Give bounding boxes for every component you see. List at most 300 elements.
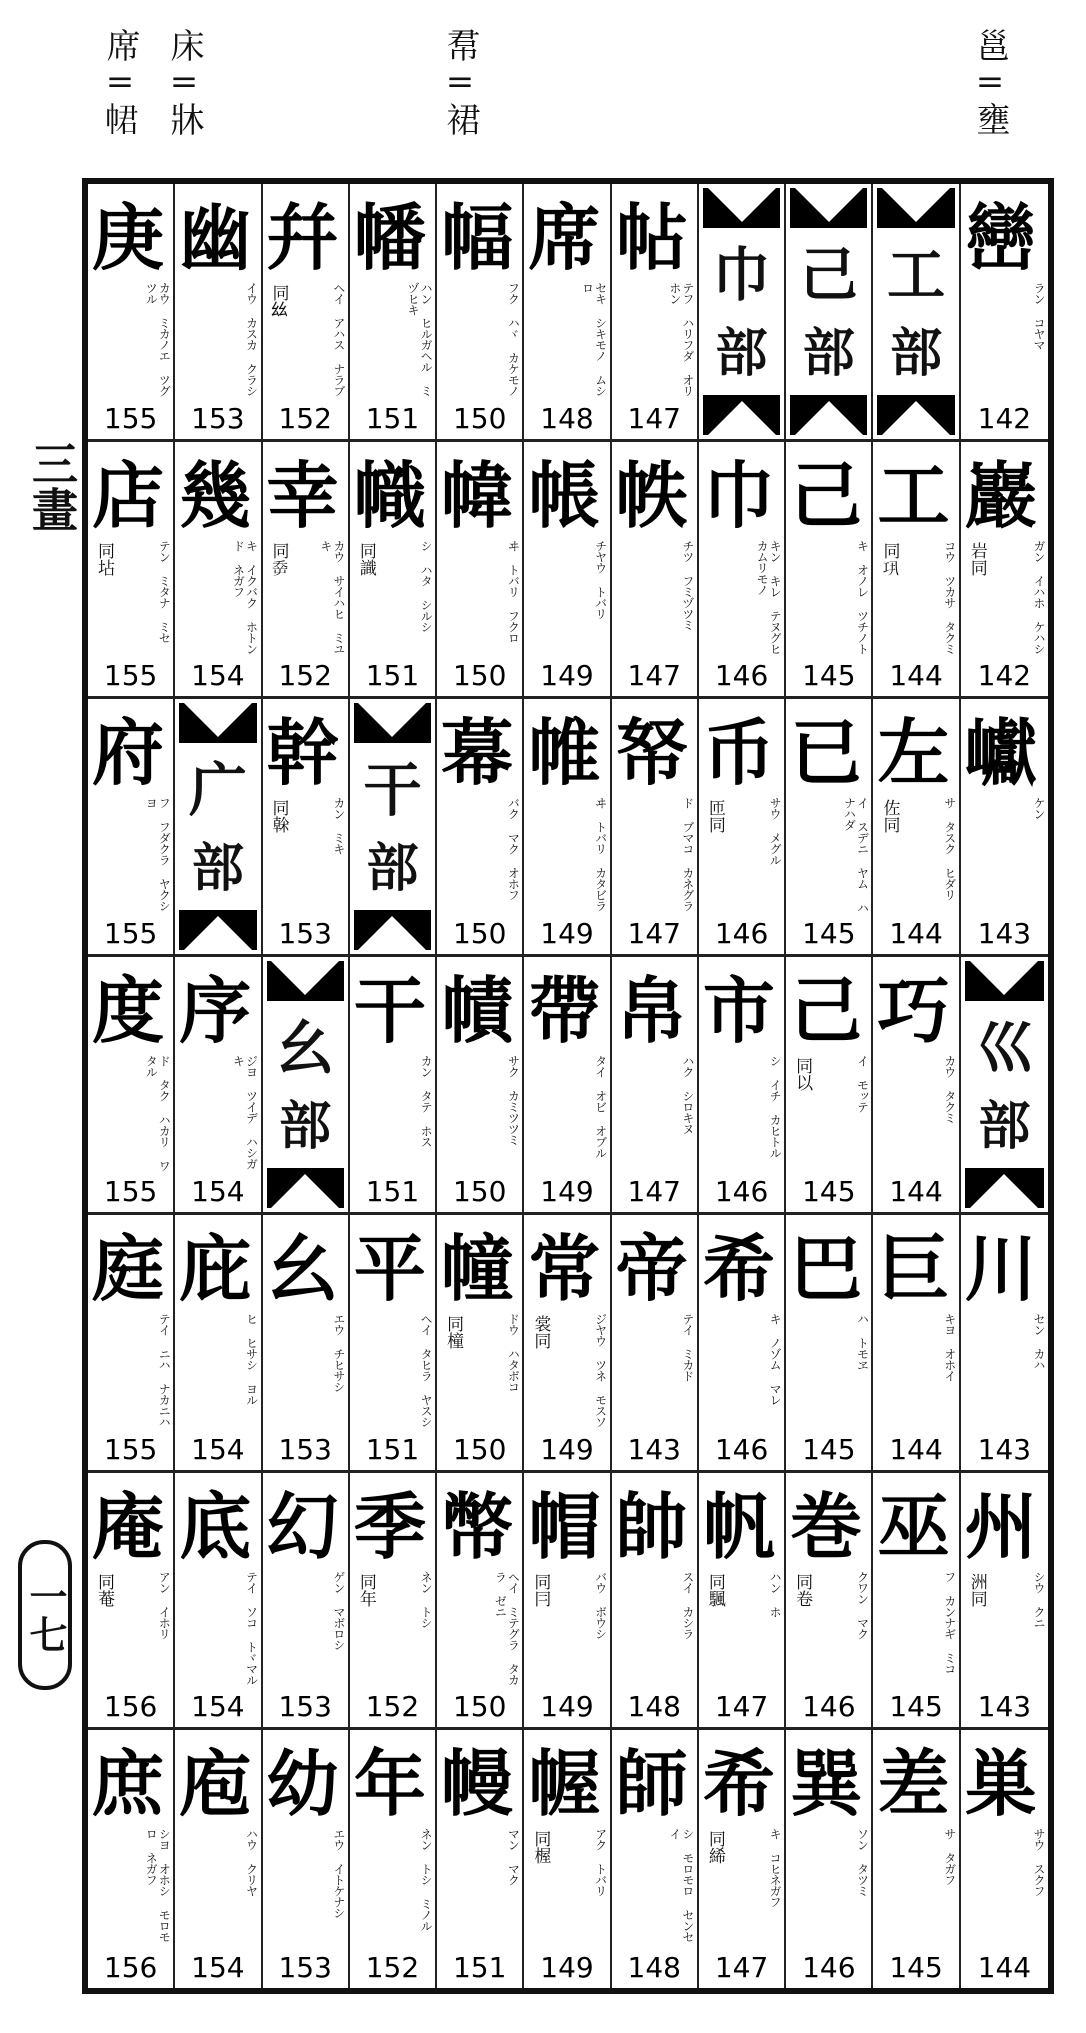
entry-variant-ref: 同榦 [268,799,289,834]
kanji-entry [524,184,611,442]
entry-reading: キ イクバク ホトンド ネガフ [231,539,259,654]
entry-reading: ゲン マボロシ [331,1570,346,1650]
entry-page-number: 146 [714,1174,769,1208]
entry-page-number: 147 [627,917,681,951]
kanji-entry [524,1730,611,1988]
entry-variant-ref: 同橦 [443,1314,464,1349]
entry-reading: タイ オビ オブル [593,1055,608,1159]
entry-reading: ヰ トバリ カタビラ [593,797,608,912]
kanji-entry [612,1473,699,1731]
kanji-entry [612,1215,699,1473]
kanji-entry [263,184,350,442]
kanji-entry [437,184,524,442]
entry-page-number: 149 [540,659,594,693]
entry-kanji: 幻 [266,1483,339,1569]
entry-kanji: 幢 [441,1225,514,1311]
banner-bottom-ornament [703,395,780,435]
entry-reading: シ ハタ シルシ [419,539,434,632]
entry-reading: ハ トモヱ [855,1312,870,1370]
entry-page-number: 155 [103,917,158,951]
kanji-entry [263,1215,350,1473]
entry-page-number: 146 [714,1432,769,1466]
entry-reading: シヨ オホシ モロモロ ネガフ [144,1828,172,1943]
entry-page-number: 143 [977,1432,1032,1466]
entry-variant-ref: 同楃 [530,1830,551,1865]
kanji-entry [961,1215,1048,1473]
entry-reading: サ タガフ [942,1828,957,1886]
entry-page-number: 152 [278,659,332,693]
kanji-entry [437,957,524,1215]
entry-kanji: 幾 [179,452,252,538]
entry-kanji: 幃 [441,452,514,538]
entry-variant-ref: 匝同 [704,799,725,834]
entry-page-number: 154 [191,659,245,693]
entry-page-number: 152 [365,1951,420,1984]
entry-kanji: 席 [528,195,601,280]
entry-reading: ド タク ハカリ ワタル [144,1055,172,1172]
entry-page-number: 155 [103,659,158,693]
entry-reading: フ カンナギ ミコ [942,1570,957,1674]
entry-page-number: 153 [278,1432,332,1466]
entry-page-number: 149 [540,1174,594,1208]
kanji-entry [786,1215,873,1473]
entry-reading: キ ノゾム マレ [768,1312,783,1405]
kanji-entry [524,1473,611,1731]
banner-bottom-ornament [877,395,954,435]
entry-kanji: 帝 [615,1225,688,1311]
entry-reading: イ スデニ ヤム ハナハダ [842,797,870,914]
entry-page-number: 150 [452,1432,507,1466]
entry-kanji: 干 [353,968,426,1054]
entry-reading: ジヨ ツイデ ハシガキ [231,1055,259,1170]
entry-kanji: 巘 [964,710,1037,796]
radical-section-word: 部 [802,323,855,384]
entry-reading: シ イチ カヒトル [768,1055,783,1159]
kanji-index-grid [82,178,1054,1994]
entry-kanji: 幽 [179,195,252,280]
entry-page-number: 144 [977,1951,1032,1984]
entry-variant-ref: 同菴 [94,1572,114,1607]
entry-kanji: 差 [877,1741,950,1827]
entry-reading: テイ ソコ トヾマル [244,1570,259,1685]
kanji-entry [612,957,699,1215]
entry-page-number: 154 [191,1951,245,1984]
entry-reading: キ コヒネガフ [768,1828,783,1908]
radical-section-word: 部 [890,323,943,384]
kanji-entry [699,957,786,1215]
entry-page-number: 146 [802,1951,856,1984]
entry-kanji: 幅 [441,195,514,280]
kanji-entry [786,1473,873,1731]
entry-variant-ref: 同以 [792,1057,813,1092]
entry-kanji: 己 [790,452,863,538]
kanji-entry [437,1215,524,1473]
kanji-entry [175,442,262,700]
entry-kanji: 巻 [790,1483,863,1569]
entry-reading: シ モロモロ センセイ [667,1828,695,1943]
entry-reading: ハウ クリヤ [244,1828,259,1897]
entry-kanji: 庇 [179,1225,252,1311]
entry-reading: キン キレ テヌグヒ カムリモノ [755,539,783,654]
banner-top-ornament [354,703,431,743]
entry-reading: セキ シキモノ ムシロ [580,282,608,396]
entry-kanji: 幄 [528,1741,601,1827]
kanji-entry [437,1473,524,1731]
entry-reading: ハン ホ [768,1570,783,1617]
entry-page-number: 148 [627,1690,681,1724]
entry-kanji: 巣 [964,1741,1037,1827]
variant-note: 席=𢂽 [100,28,140,136]
entry-page-number: 145 [802,917,856,951]
entry-kanji: 年 [353,1741,426,1827]
radical-header [263,957,350,1215]
entry-page-number: 144 [889,917,943,951]
kanji-entry [88,184,175,442]
variant-note: 帬=裙 [440,28,480,136]
entry-variant-ref: 同𢀜 [879,541,900,576]
entry-page-number: 156 [103,1690,158,1724]
entry-variant-ref: 同年 [355,1572,376,1607]
entry-kanji: 常 [528,1225,601,1311]
entry-reading: カン タテ ホス [419,1055,434,1148]
banner-top-ornament [267,961,344,1001]
kanji-entry [612,1730,699,1988]
entry-reading: ラン コヤマ [1032,282,1046,350]
entry-page-number: 142 [977,659,1032,693]
kanji-entry [88,1473,175,1731]
kanji-entry [175,957,262,1215]
entry-page-number: 147 [627,401,681,435]
entry-reading: テイ ミカド [680,1312,695,1381]
kanji-entry [786,1730,873,1988]
variant-note: 床=牀 [164,28,204,136]
entry-reading: クワン マク [855,1570,870,1639]
entry-reading: マン マク [506,1828,521,1886]
entry-kanji: 希 [702,1741,775,1827]
kanji-entry [699,1473,786,1731]
radical-header [961,957,1048,1215]
entry-reading: ガン イハホ ケハシ [1032,539,1046,654]
kanji-entry [699,1730,786,1988]
kanji-entry [873,1215,960,1473]
radical-char: 巾 [712,241,771,309]
entry-page-number: 151 [365,401,420,435]
kanji-entry [350,1215,437,1473]
radical-char: 己 [799,241,858,309]
entry-page-number: 155 [103,1174,158,1208]
entry-page-number: 149 [540,917,594,951]
kanji-entry [873,1730,960,1988]
kanji-entry [961,184,1048,442]
kanji-entry [350,184,437,442]
radical-section-word: 部 [366,838,419,900]
entry-page-number: 149 [540,1951,594,1984]
entry-reading: チツ フミヅツミ [680,539,695,630]
radical-section-word: 部 [978,1096,1031,1158]
entry-kanji: 巨 [877,1225,950,1311]
entry-page-number: 151 [365,1432,420,1466]
kanji-entry [873,957,960,1215]
entry-kanji: 川 [964,1225,1037,1311]
kanji-entry [612,699,699,957]
kanji-entry [786,442,873,700]
entry-kanji: 州 [964,1483,1037,1569]
kanji-entry [175,1473,262,1731]
entry-kanji: 幟 [353,452,426,538]
radical-section-word: 部 [191,838,244,900]
banner-top-ornament [965,961,1044,1001]
kanji-entry [786,957,873,1215]
entry-reading: コウ ツカサ タクミ [942,539,957,654]
stroke-count-label: 三畫 [25,440,79,532]
entry-kanji: 左 [877,710,950,796]
entry-kanji: 幡 [353,195,426,280]
entry-page-number: 148 [540,401,594,435]
entry-kanji: 店 [92,452,165,538]
kanji-entry [437,699,524,957]
entry-kanji: 巖 [964,452,1037,538]
entry-page-number: 143 [977,1690,1032,1724]
kanji-entry [961,1730,1048,1988]
entry-page-number: 144 [889,1174,943,1208]
radical-char: 巛 [975,1014,1034,1083]
entry-variant-ref: 同識 [355,541,376,576]
entry-kanji: 巾 [702,452,775,538]
entry-page-number: 149 [540,1690,594,1724]
radical-section-word: 部 [279,1096,332,1158]
banner-bottom-ornament [790,395,867,435]
entry-reading: ハン ヒルガヘル ミヅヒキ [406,282,434,396]
entry-reading: カン ミキ [331,797,346,855]
kanji-entry [350,1473,437,1731]
kanji-entry [873,1473,960,1731]
banner-top-ornament [790,188,867,228]
kanji-entry [88,1730,175,1988]
entry-kanji: 帆 [702,1483,775,1569]
entry-page-number: 143 [627,1432,681,1466]
entry-reading: カウ サイハヒ ミユキ [318,539,346,654]
entry-variant-ref: 同卷 [792,1572,813,1607]
entry-kanji: 府 [92,710,165,796]
entry-page-number: 155 [103,1432,158,1466]
entry-variant-ref: 同坫 [94,541,114,576]
radical-char: 工 [887,241,946,309]
kanji-entry [350,442,437,700]
entry-reading: イ モッテ [855,1055,870,1113]
banner-bottom-ornament [179,910,256,950]
banner-top-ornament [179,703,256,743]
entry-reading: チヤウ トバリ [593,539,608,619]
entry-variant-ref: 同冃 [530,1572,551,1607]
entry-reading: ド ブマコ カネグラ [680,797,695,912]
entry-variant-ref: 岩同 [966,541,987,576]
entry-kanji: 帛 [615,968,688,1054]
entry-page-number: 150 [452,1174,507,1208]
entry-reading: エウ イトケナシ [331,1828,346,1919]
entry-reading: シウ クニ [1032,1570,1046,1628]
entry-reading: ネン トシ [419,1570,434,1628]
entry-kanji: 帥 [615,1483,688,1569]
entry-reading: ヰ トバリ フクロ [506,539,521,643]
entry-kanji: 幘 [441,968,514,1054]
entry-page-number: 147 [627,1174,681,1208]
entry-reading: セン カハ [1032,1312,1046,1370]
kanji-entry [263,699,350,957]
entry-reading: カウ タクミ [942,1055,957,1124]
kanji-entry [175,1730,262,1988]
kanji-entry [612,184,699,442]
entry-kanji: 底 [179,1483,252,1569]
banner-top-ornament [703,188,780,228]
entry-page-number: 148 [627,1951,681,1984]
entry-page-number: 144 [889,659,943,693]
kanji-entry [524,1215,611,1473]
entry-kanji: 幷 [266,195,339,280]
kanji-entry [88,1215,175,1473]
entry-page-number: 149 [540,1432,594,1466]
kanji-entry [175,184,262,442]
entry-page-number: 151 [365,1174,420,1208]
entry-kanji: 巽 [790,1741,863,1827]
kanji-entry [961,442,1048,700]
kanji-entry [524,957,611,1215]
entry-reading: フク ハヾ カケモノ [506,282,521,396]
kanji-entry [175,1215,262,1473]
entry-kanji: 師 [615,1741,688,1827]
entry-page-number: 147 [627,659,681,693]
entry-variant-ref: 同𢆶 [268,284,289,318]
entry-reading: アン イホリ [157,1570,172,1639]
entry-variant-ref: 同絺 [704,1830,725,1865]
kanji-entry [350,957,437,1215]
entry-page-number: 145 [802,1174,856,1208]
entry-reading: ケン [1032,797,1046,820]
entry-page-number: 146 [714,659,769,693]
kanji-entry [961,699,1048,957]
entry-page-number: 150 [452,401,507,435]
entry-page-number: 145 [802,1432,856,1466]
entry-kanji: 幸 [266,452,339,538]
entry-kanji: 帷 [528,710,601,796]
kanji-entry [263,1730,350,1988]
entry-page-number: 146 [714,917,769,951]
entry-kanji: 幔 [441,1741,514,1827]
entry-kanji: 工 [877,452,950,538]
entry-page-number: 143 [977,917,1032,951]
banner-bottom-ornament [267,1168,344,1208]
kanji-entry [699,442,786,700]
banner-bottom-ornament [354,910,431,950]
entry-reading: サウ メグル [768,797,783,866]
kanji-entry [873,442,960,700]
entry-kanji: 庭 [92,1225,165,1311]
entry-reading: フ フダクラ ヤクシヨ [144,797,172,912]
entry-kanji: 季 [353,1483,426,1569]
banner-top-ornament [877,188,954,228]
kanji-entry [88,442,175,700]
entry-kanji: 币 [702,710,775,796]
entry-kanji: 庶 [92,1741,165,1827]
entry-kanji: 帑 [615,710,688,796]
entry-page-number: 151 [452,1951,507,1984]
entry-page-number: 152 [278,401,332,435]
entry-kanji: 帶 [528,968,601,1054]
entry-reading: エウ チヒサシ [331,1312,346,1392]
entry-page-number: 153 [278,917,332,951]
entry-kanji: 帽 [528,1483,601,1569]
radical-header [175,699,262,957]
entry-page-number: 145 [889,1951,943,1984]
entry-kanji: 庚 [92,195,165,280]
entry-reading: テン ミタナ ミセ [157,539,172,643]
entry-kanji: 帙 [615,452,688,538]
entry-kanji: 巒 [964,195,1037,280]
entry-reading: キヨ オホイ [942,1312,957,1381]
kanji-entry [437,1730,524,1988]
entry-kanji: 己 [790,968,863,1054]
entry-kanji: 庖 [179,1741,252,1827]
entry-page-number: 147 [714,1951,769,1984]
radical-header [350,699,437,957]
entry-kanji: 巧 [877,968,950,1054]
entry-page-number: 154 [191,1174,245,1208]
kanji-entry [786,699,873,957]
entry-reading: ジヤウ ツネ モスソ [593,1312,608,1427]
kanji-entry [263,1473,350,1731]
entry-page-number: 150 [452,1690,507,1724]
entry-reading: サク カミツツミ [506,1055,521,1146]
radical-header [873,184,960,442]
entry-page-number: 144 [889,1432,943,1466]
entry-kanji: 帖 [615,195,688,280]
entry-kanji: 度 [92,968,165,1054]
entry-kanji: 幼 [266,1741,339,1827]
entry-kanji: 序 [179,968,252,1054]
radical-char: 广 [188,756,247,825]
entry-reading: テフ ハリフダ オリホン [667,282,695,396]
entry-kanji: 市 [702,968,775,1054]
entry-reading: ヒ ヒサシ ヨル [244,1312,259,1405]
entry-reading: アク トバリ [593,1828,608,1897]
entry-page-number: 153 [278,1690,332,1724]
radical-char: 幺 [276,1014,335,1083]
kanji-entry [961,1473,1048,1731]
entry-page-number: 150 [452,917,507,951]
entry-reading: サ タスク ヒダリ [942,797,957,901]
entry-variant-ref: 洲同 [966,1572,987,1607]
entry-page-number: 142 [977,401,1032,435]
entry-page-number: 151 [365,659,420,693]
banner-bottom-ornament [965,1168,1044,1208]
radical-char: 干 [363,756,422,825]
entry-kanji: 庵 [92,1483,165,1569]
entry-reading: イウ カスカ クラシ [244,282,259,396]
page-number: 一七 [18,1540,72,1690]
kanji-entry [350,1730,437,1988]
entry-page-number: 147 [714,1690,769,1724]
entry-reading: バク マク オホフ [506,797,521,901]
entry-kanji: 希 [702,1225,775,1311]
entry-page-number: 154 [191,1690,245,1724]
entry-reading: ネン トシ ミノル [419,1828,434,1932]
entry-reading: サウ スクフ [1032,1828,1046,1897]
entry-kanji: 幣 [441,1483,514,1569]
kanji-entry [524,699,611,957]
entry-page-number: 154 [191,1432,245,1466]
entry-reading: ハク シロキヌ [680,1055,695,1135]
entry-page-number: 145 [802,659,856,693]
entry-kanji: 已 [790,710,863,796]
